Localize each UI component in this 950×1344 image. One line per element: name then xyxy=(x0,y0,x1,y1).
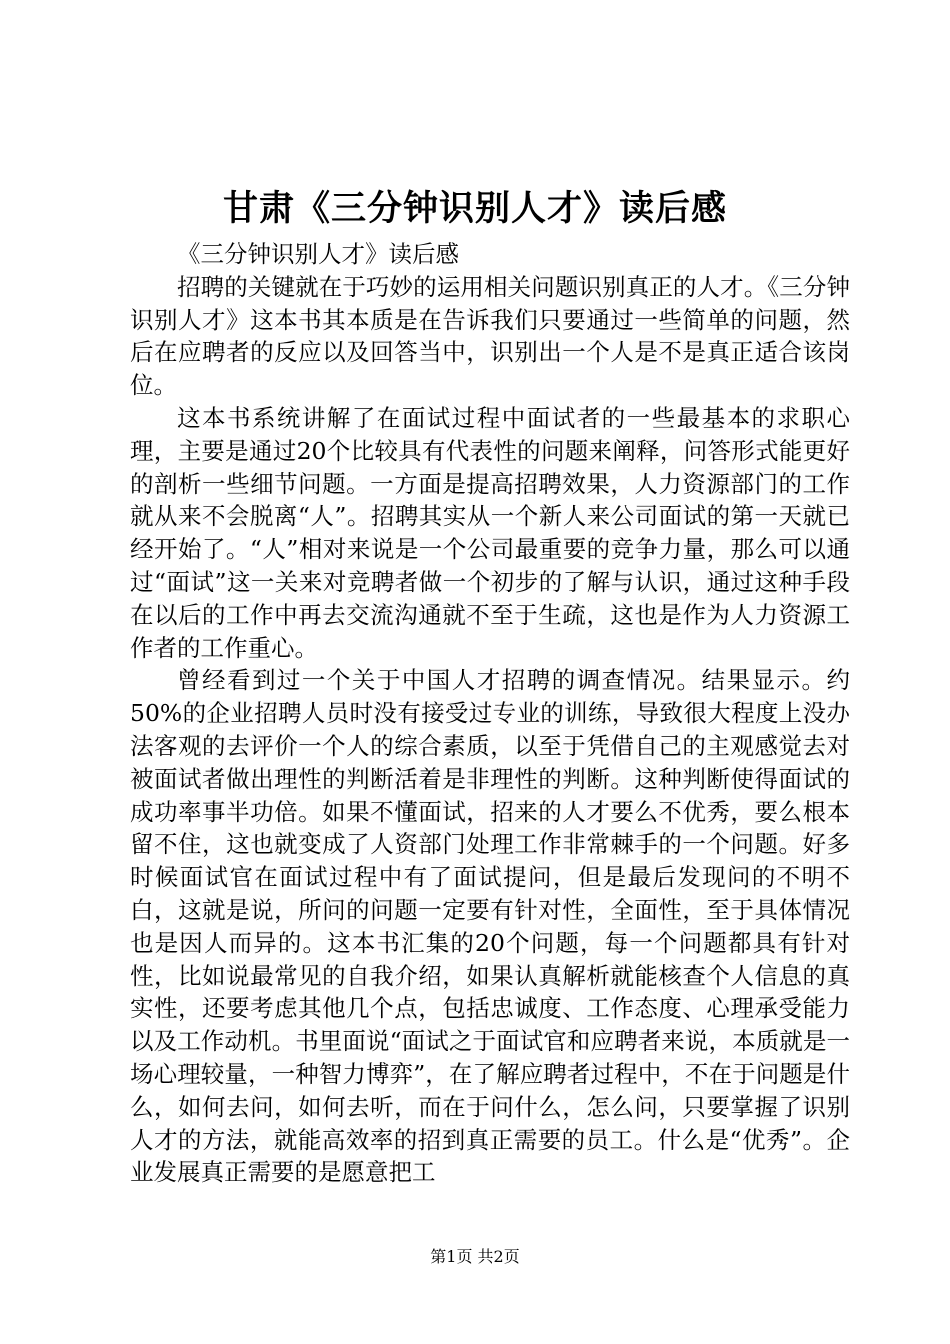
page-footer: 第1页 共2页 xyxy=(430,1247,520,1266)
paragraph: 这本书系统讲解了在面试过程中面试者的一些最基本的求职心理，主要是通过20个比较具有代表性的问题来阐释，问答形式能更好的剖析一些细节问题。一方面是提高招聘效果，人力资源部门的工作就从来不会脱离“人”。招聘其实从一个新人来公司面试的第一天就已经开始了。“人”相对来说是一个公司最重要的竞争力量，那么可以通过“面试”这一关来对竞聘者做一个初步的了解与认识，通过这种手段在以后的工作中再去交流沟通就不至于生疏，这也是作为人力资源工作者的工作重心。 xyxy=(130,403,850,662)
paragraph-subtitle: 《三分钟识别人才》读后感 xyxy=(177,240,459,268)
document-title: 甘肃《三分钟识别人才》读后感 xyxy=(222,188,727,229)
paragraph: 招聘的关键就在于巧妙的运用相关问题识别真正的人才。《三分钟识别人才》这本书其本质是在告诉我们只要通过一些简单的问题，然后在应聘者的反应以及回答当中，识别出一个人是不是真正适合该岗位。 xyxy=(130,272,850,400)
document-body xyxy=(130,238,850,1189)
paragraph: 曾经看到过一个关于中国人才招聘的调查情况。结果显示。约50%的企业招聘人员时没有接受过专业的训练，导致很大程度上没办法客观的去评价一个人的综合素质，以至于凭借自己的主观感觉去对被面试者做出理性的判断活着是非理性的判断。这种判断使得面试的成功率事半功倍。如果不懂面试，招来的人才要么不优秀，要么根本留不住，这也就变成了人资部门处理工作非常棘手的一个问题。好多时候面试官在面试过程中有了面试提问，但是最后发现问的不明不白，这就是说，所问的问题一定要有针对性，全面性，至于具体情况也是因人而异的。这本书汇集的20个问题，每一个问题都具有针对性，比如说最常见的自我介绍，如果认真解析就能核查个人信息的真实性，还要考虑其他几个点，包括忠诚度、工作态度、心理承受能力以及工作动机。书里面说“面试之于面试官和应聘者来说，本质就是一场心理较量，一种智力博弈”，在了解应聘者过程中，不在于问题是什么，如何去问，如何去听，而在于问什么，怎么问，只要掌握了识别人才的方法，就能高效率的招到真正需要的员工。什么是“优秀”。企业发展真正需要的是愿意把工 xyxy=(130,666,850,1187)
